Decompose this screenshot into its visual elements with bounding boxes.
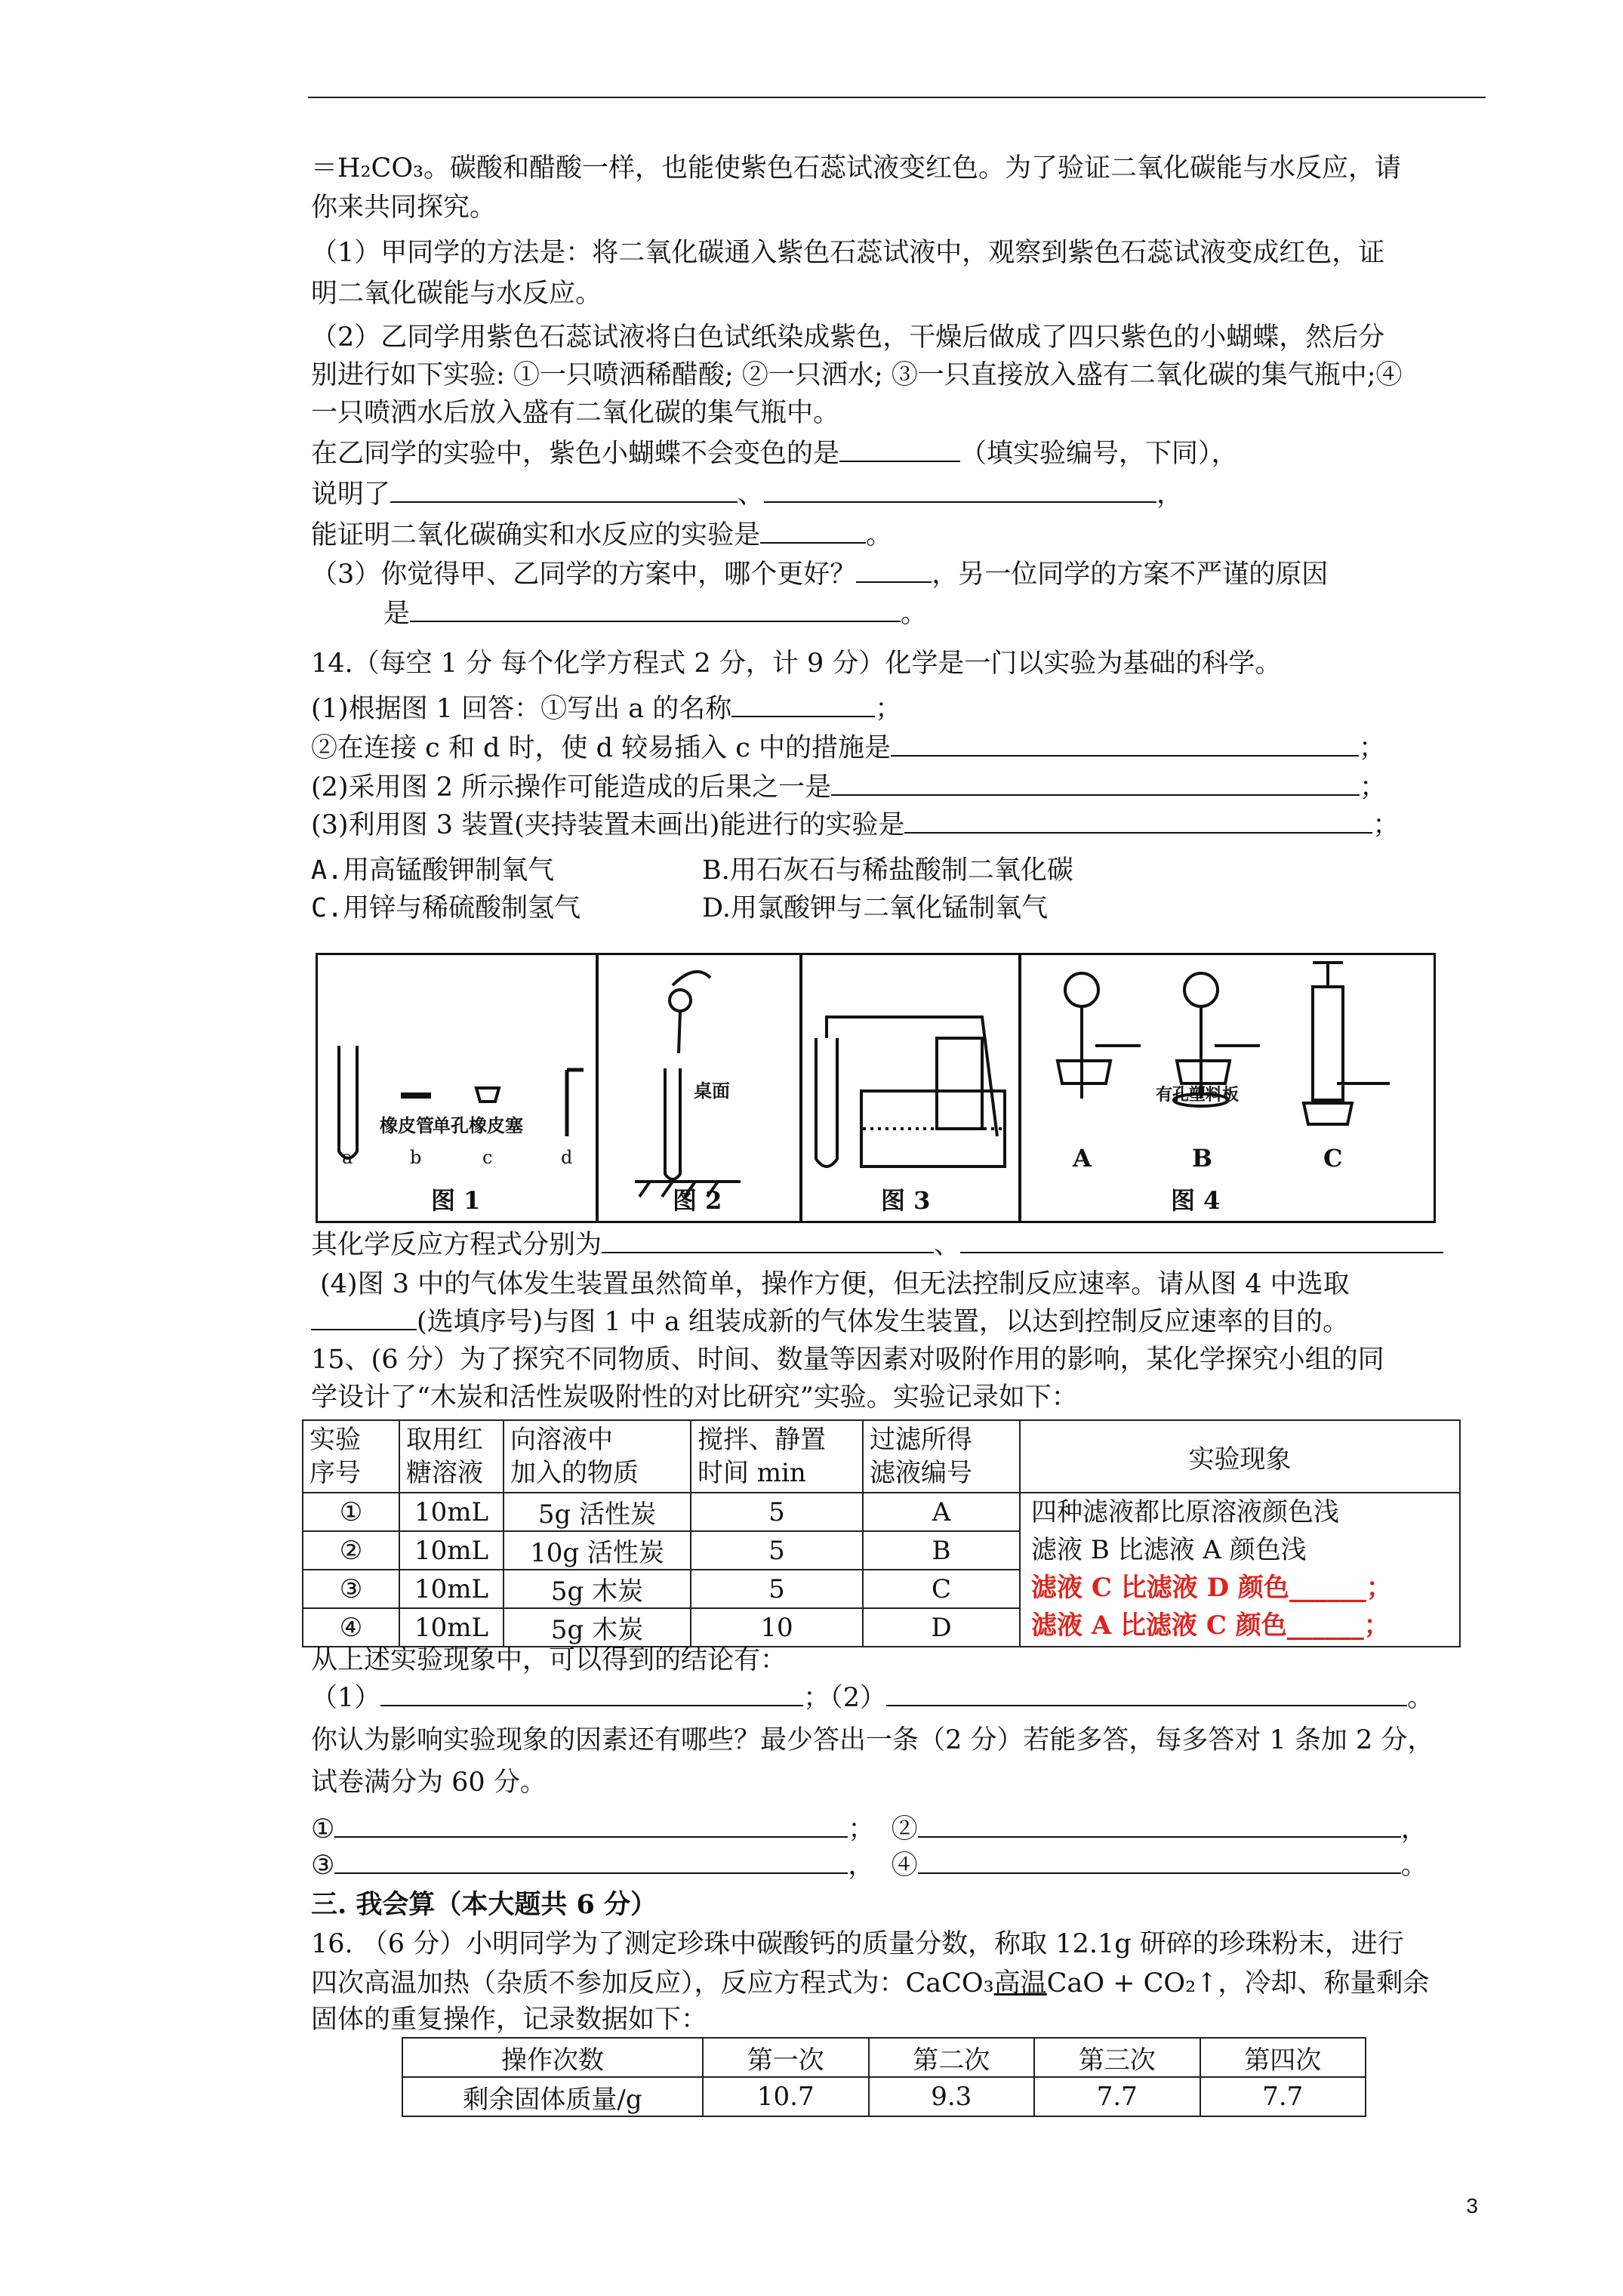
answer-blank[interactable] — [311, 1305, 417, 1330]
q15-l1: 15、(6 分）为了探究不同物质、时间、数量等因素对吸附作用的影响，某化学探究小组的同 — [311, 1345, 1384, 1375]
th-first: 第一次 — [703, 2038, 869, 2077]
q14-eq: 其化学反应方程式分别为 、 — [311, 1228, 1443, 1262]
text-line: 你来共同探究。 — [311, 193, 497, 223]
phenomenon-line: 滤液 A 比滤液 C 颜色______； — [1031, 1610, 1390, 1641]
answer-blank[interactable] — [960, 1228, 1443, 1253]
fig1-caption: 图 1 — [431, 1186, 481, 1215]
q14-p4: (3)利用图 3 装置(夹持装置未画出)能进行的实验是 ； — [311, 808, 1399, 843]
q15-c1: 从上述实验现象中，可以得到的结论有： — [311, 1645, 787, 1675]
option-a: A.用高锰酸钾制氧气 — [311, 855, 555, 886]
q15-c2: （1） ；（2） 。 — [311, 1681, 1434, 1715]
answer-blank[interactable] — [839, 436, 960, 462]
option-c: C.用锌与稀硫酸制氢气 — [311, 893, 581, 923]
q15-l2: 学设计了“木炭和活性炭吸附性的对比研究”实验。实验记录如下： — [311, 1382, 1078, 1413]
text-line: 明二氧化碳能与水反应。 — [311, 279, 602, 309]
phenomenon-cell — [1020, 1493, 1460, 1647]
answer-blank[interactable] — [334, 1812, 848, 1838]
q13-line-d: （3）你觉得甲、乙同学的方案中，哪个更好？ ，另一位同学的方案不严谨的原因 — [311, 557, 1328, 592]
cell: ① — [303, 1493, 399, 1531]
th-second: 第二次 — [869, 2038, 1035, 2077]
q15-table — [302, 1419, 1461, 1647]
cell: 10.7 — [703, 2077, 869, 2116]
th-seq: 实验 序号 — [303, 1420, 399, 1493]
q14-title: 14.（每空 1 分 每个化学方程式 2 分，计 9 分）化学是一门以实验为基础的科学。 — [311, 649, 1282, 679]
answer-blank[interactable] — [334, 1848, 848, 1874]
th-phenomenon: 实验现象 — [1020, 1420, 1460, 1493]
q14-p5: (4)图 3 中的气体发生装置虽然简单，操作方便，但无法控制反应速率。请从图 4 中选取 — [320, 1269, 1350, 1299]
q15-c4: 试卷满分为 60 分。 — [311, 1767, 547, 1798]
q15-c3: 你认为影响实验现象的因素还有哪些？最少答出一条（2 分）若能多答，每多答对 1 条加 2 分， — [311, 1725, 1434, 1755]
answer-blank[interactable] — [390, 477, 738, 503]
q13-line-b: 说明了 、 ， — [311, 477, 1183, 512]
cell: 9.3 — [869, 2077, 1035, 2116]
fig4-letter-c: C — [1323, 1144, 1343, 1173]
cell: 10mL — [399, 1531, 504, 1570]
fig4-letter-b: B — [1192, 1144, 1213, 1173]
answer-blank[interactable] — [918, 1848, 1401, 1874]
q14-p6: (选填序号)与图 1 中 a 组装成新的气体发生装置，以达到控制反应速率的目的。 — [311, 1305, 1349, 1339]
th-substance: 向溶液中 加入的物质 — [504, 1420, 691, 1493]
fig1-letter-b: b — [410, 1147, 422, 1168]
cell: 5 — [691, 1570, 863, 1608]
answer-blank[interactable] — [918, 1812, 1401, 1838]
text-line: 别进行如下实验: ①一只喷洒稀醋酸; ②一只洒水; ③一只直接放入盛有二氧化碳的集气瓶中;④ — [311, 360, 1403, 390]
cell: 7.7 — [1034, 2077, 1200, 2116]
q13-line-a: 在乙同学的实验中，紫色小蝴蝶不会变色的是 （填实验编号，下同）， — [311, 436, 1238, 471]
cell: ② — [303, 1531, 399, 1570]
answer-blank[interactable] — [760, 518, 866, 544]
fig4-caption: 图 4 — [1171, 1186, 1221, 1215]
cell: 10g 活性炭 — [504, 1531, 691, 1570]
answer-blank[interactable] — [380, 1681, 803, 1706]
th-ops: 操作次数 — [402, 2038, 703, 2077]
apparatus-figure — [316, 953, 1436, 1223]
cell: A — [863, 1493, 1020, 1531]
phenomenon-line: 滤液 C 比滤液 D 颜色______； — [1031, 1573, 1392, 1603]
cell: 10 — [691, 1608, 863, 1647]
cell: C — [863, 1570, 1020, 1608]
th-filtrate: 过滤所得 滤液编号 — [863, 1420, 1020, 1493]
text-line: ＝H₂CO₃。碳酸和醋酸一样，也能使紫色石蕊试液变红色。为了验证二氧化碳能与水反应，请 — [311, 153, 1402, 183]
fig3-caption: 图 3 — [881, 1186, 931, 1215]
q14-p2: ②在连接 c 和 d 时，使 d 较易插入 c 中的措施是 ； — [311, 731, 1385, 766]
option-d: D.用氯酸钾与二氧化锰制氧气 — [702, 893, 1048, 923]
cell: 10mL — [399, 1608, 504, 1647]
answer-blank[interactable] — [886, 1681, 1407, 1706]
cell: 5 — [691, 1531, 863, 1570]
q16-l2: 四次高温加热（杂质不参加反应），反应方程式为：CaCO₃高温CaO + CO₂↑，冷却、称量剩余 — [311, 1968, 1430, 1999]
fig1-letter-d: d — [561, 1147, 573, 1168]
cell: 5g 活性炭 — [504, 1493, 691, 1531]
cell: 5g 木炭 — [504, 1608, 691, 1647]
fig1-label-stopper: 单孔橡皮塞 — [433, 1114, 523, 1136]
cell: 10mL — [399, 1570, 504, 1608]
fig4-letter-a: A — [1073, 1144, 1092, 1173]
phenomenon-line: 滤液 B 比滤液 A 颜色浅 — [1031, 1535, 1307, 1565]
header-rule — [308, 97, 1486, 98]
answer-blank[interactable] — [731, 692, 875, 717]
fig1-label-rubber-tube: 橡皮管 — [380, 1114, 434, 1136]
answer-blank[interactable] — [856, 557, 932, 583]
option-b: B.用石灰石与稀盐酸制二氧化碳 — [702, 855, 1073, 886]
phenomenon-line: 四种滤液都比原溶液颜色浅 — [1031, 1497, 1339, 1527]
q13-line-e: 是 。 — [383, 596, 927, 631]
fig1-letter-c: c — [482, 1147, 493, 1168]
text-line: （1）甲同学的方法是：将二氧化碳通入紫色石蕊试液中，观察到紫色石蕊试液变成红色，证 — [311, 238, 1385, 268]
q14-p3: (2)采用图 2 所示操作可能造成的后果之一是 ； — [311, 770, 1386, 805]
fig2-desk-label: 桌面 — [694, 1080, 730, 1102]
q16-l3: 固体的重复操作，记录数据如下： — [311, 2005, 708, 2035]
cell: D — [863, 1608, 1020, 1647]
cell: ③ — [303, 1570, 399, 1608]
q13-line-c: 能证明二氧化碳确实和水反应的实验是 。 — [311, 518, 892, 553]
th-fourth: 第四次 — [1200, 2038, 1366, 2077]
q16-l1: 16. （6 分）小明同学为了测定珍珠中碳酸钙的质量分数，称取 12.1g 研碎的珍珠粉末，进行 — [311, 1929, 1404, 1959]
cell: 10mL — [399, 1493, 504, 1531]
fig2-caption: 图 2 — [673, 1186, 722, 1215]
cell: 5g 木炭 — [504, 1570, 691, 1608]
q15-f-row2: ③ ， ④ 。 — [311, 1848, 1427, 1883]
th-solution: 取用红 糖溶液 — [399, 1420, 504, 1493]
answer-blank[interactable] — [764, 477, 1156, 503]
q14-p1: (1)根据图 1 回答：①写出 a 的名称 ； — [311, 692, 901, 726]
section-title: 三. 我会算（本大题共 6 分） — [311, 1889, 658, 1920]
cell: B — [863, 1531, 1020, 1570]
answer-blank[interactable] — [602, 1228, 934, 1253]
answer-blank[interactable] — [904, 808, 1372, 834]
cell: 5 — [691, 1493, 863, 1531]
fig4-board-label: 有孔塑料板 — [1156, 1085, 1240, 1105]
cell: ④ — [303, 1608, 399, 1647]
q16-table — [402, 2037, 1366, 2117]
fig1-letter-a: a — [342, 1147, 353, 1168]
answer-blank[interactable] — [831, 770, 1360, 796]
text-line: （2）乙同学用紫色石蕊试液将白色试纸染成紫色，干燥后做成了四只紫色的小蝴蝶，然后分 — [311, 322, 1385, 353]
text-line: 一只喷洒水后放入盛有二氧化碳的集气瓶中。 — [311, 398, 840, 428]
answer-blank[interactable] — [410, 596, 901, 622]
cell: 7.7 — [1200, 2077, 1366, 2116]
q15-f-row1: ① ； ② ， — [311, 1812, 1427, 1847]
th-third: 第三次 — [1034, 2038, 1200, 2077]
th-time: 搅拌、静置 时间 min — [691, 1420, 863, 1493]
row-label: 剩余固体质量/g — [402, 2077, 703, 2116]
page-number: 3 — [1466, 2194, 1478, 2217]
answer-blank[interactable] — [891, 731, 1359, 757]
apparatus-drawing — [318, 955, 1434, 1221]
